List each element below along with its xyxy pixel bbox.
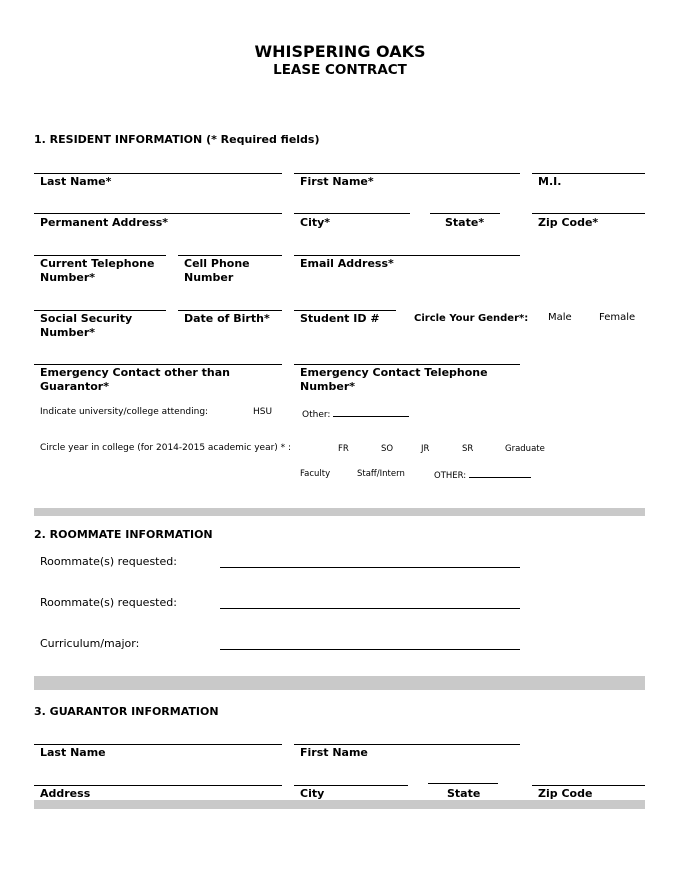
- first-name-line[interactable]: [294, 173, 520, 174]
- dob-line[interactable]: [178, 310, 282, 311]
- year-option-faculty[interactable]: Faculty: [300, 469, 331, 479]
- label-guarantor-last-name: Last Name: [40, 746, 106, 759]
- university-prompt: Indicate university/college attending:: [40, 407, 209, 417]
- label-last-name: Last Name*: [40, 175, 112, 188]
- ssn-line[interactable]: [34, 310, 166, 311]
- guarantor-last-name-line[interactable]: [34, 744, 282, 745]
- label-dob: Date of Birth*: [184, 312, 270, 325]
- section-divider-3: [34, 800, 645, 809]
- label-state: State*: [445, 216, 485, 229]
- year-option-fr[interactable]: FR: [338, 444, 349, 454]
- permanent-address-line[interactable]: [34, 213, 282, 214]
- roommate-1-line[interactable]: [220, 567, 520, 568]
- mi-line[interactable]: [532, 173, 645, 174]
- university-other-option[interactable]: Other:: [302, 407, 409, 420]
- label-cell-phone: Cell Phone Number: [184, 257, 250, 284]
- section-divider-2: [34, 676, 645, 690]
- section-2-heading: 2. ROOMMATE INFORMATION: [34, 528, 213, 541]
- label-guarantor-zip: Zip Code: [538, 787, 593, 800]
- label-current-phone: Current Telephone Number*: [40, 257, 155, 284]
- label-zip: Zip Code*: [538, 216, 599, 229]
- section-3-heading: 3. GUARANTOR INFORMATION: [34, 705, 219, 718]
- label-permanent-address: Permanent Address*: [40, 216, 169, 229]
- section-1-heading: 1. RESIDENT INFORMATION (* Required fields): [34, 133, 320, 146]
- year-option-graduate[interactable]: Graduate: [505, 444, 545, 454]
- guarantor-state-line[interactable]: [428, 783, 498, 784]
- label-email: Email Address*: [300, 257, 394, 270]
- label-roommate-1: Roommate(s) requested:: [40, 555, 177, 568]
- guarantor-city-line[interactable]: [294, 785, 408, 786]
- label-guarantor-city: City: [300, 787, 325, 800]
- year-option-sr[interactable]: SR: [462, 444, 474, 454]
- emergency-contact-line[interactable]: [34, 364, 282, 365]
- year-option-staff-intern[interactable]: Staff/Intern: [357, 469, 405, 479]
- city-line[interactable]: [294, 213, 410, 214]
- form-title: WHISPERING OAKS: [254, 42, 426, 61]
- label-first-name: First Name*: [300, 175, 374, 188]
- year-option-jr[interactable]: JR: [421, 444, 430, 454]
- guarantor-zip-line[interactable]: [532, 785, 645, 786]
- label-gender: Circle Your Gender*:: [414, 313, 529, 324]
- gender-female-option[interactable]: Female: [599, 312, 636, 323]
- label-mi: M.I.: [538, 175, 562, 188]
- label-student-id: Student ID #: [300, 312, 380, 325]
- current-phone-line[interactable]: [34, 255, 166, 256]
- label-roommate-2: Roommate(s) requested:: [40, 596, 177, 609]
- curriculum-line[interactable]: [220, 649, 520, 650]
- university-other-blank[interactable]: [333, 407, 409, 417]
- student-id-line[interactable]: [294, 310, 396, 311]
- guarantor-address-line[interactable]: [34, 785, 282, 786]
- label-curriculum: Curriculum/major:: [40, 637, 140, 650]
- university-hsu-option[interactable]: HSU: [253, 407, 273, 417]
- label-ssn: Social Security Number*: [40, 312, 133, 339]
- label-guarantor-first-name: First Name: [300, 746, 368, 759]
- email-line[interactable]: [294, 255, 520, 256]
- state-line[interactable]: [430, 213, 500, 214]
- zip-line[interactable]: [532, 213, 645, 214]
- label-city: City*: [300, 216, 331, 229]
- year-option-so[interactable]: SO: [381, 444, 394, 454]
- label-emergency-contact: Emergency Contact other than Guarantor*: [40, 366, 231, 393]
- label-guarantor-address: Address: [40, 787, 91, 800]
- gender-male-option[interactable]: Male: [548, 312, 572, 323]
- year-option-other[interactable]: OTHER:: [434, 469, 531, 481]
- form-subtitle: LEASE CONTRACT: [273, 62, 407, 78]
- guarantor-first-name-line[interactable]: [294, 744, 520, 745]
- cell-phone-line[interactable]: [178, 255, 282, 256]
- year-other-blank[interactable]: [469, 469, 531, 478]
- emergency-phone-line[interactable]: [294, 364, 520, 365]
- section-divider-1: [34, 508, 645, 516]
- label-emergency-phone: Emergency Contact Telephone Number*: [300, 366, 488, 393]
- label-guarantor-state: State: [447, 787, 481, 800]
- roommate-2-line[interactable]: [220, 608, 520, 609]
- year-prompt: Circle year in college (for 2014-2015 academic year) * :: [40, 443, 292, 453]
- last-name-line[interactable]: [34, 173, 282, 174]
